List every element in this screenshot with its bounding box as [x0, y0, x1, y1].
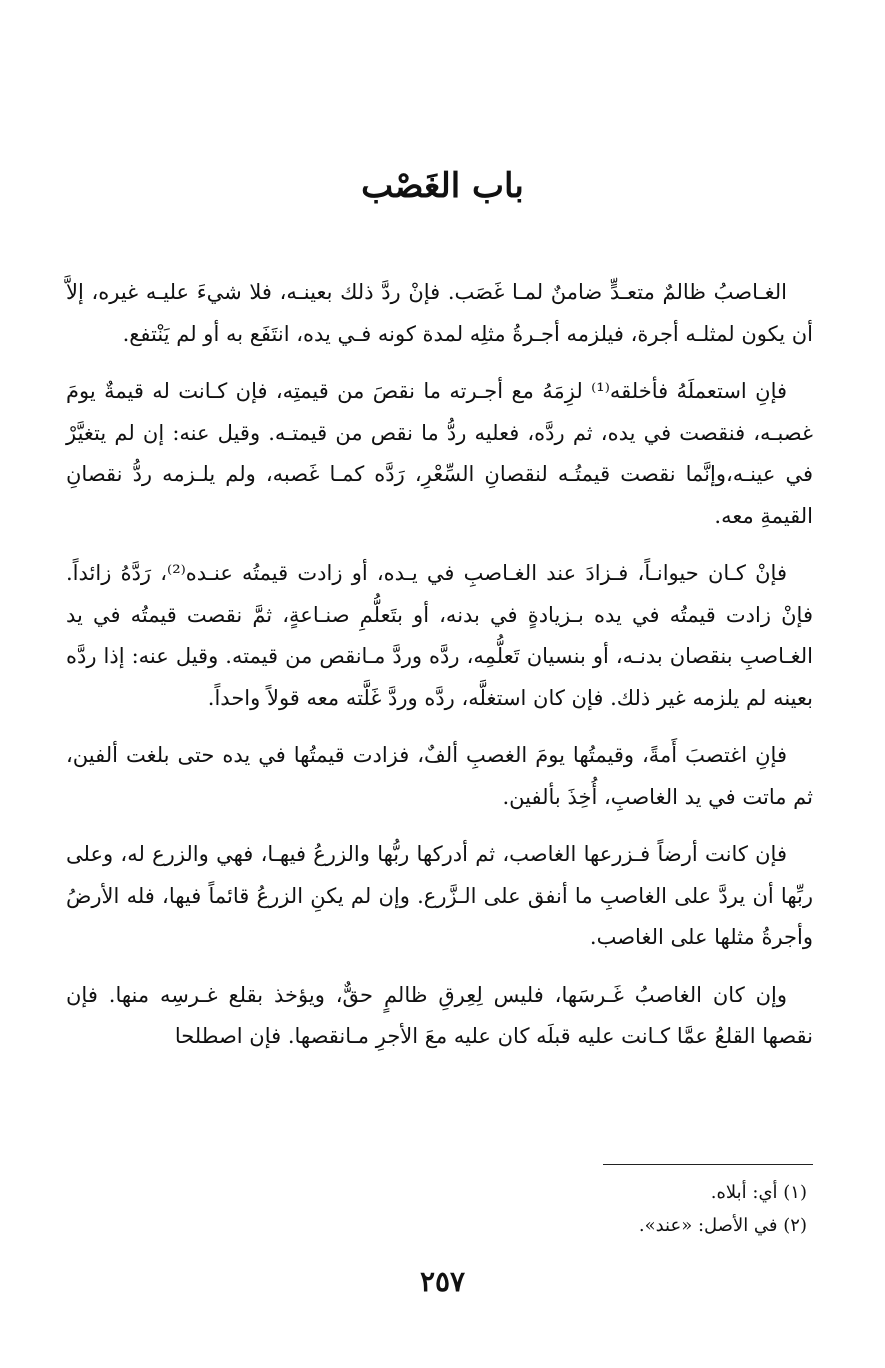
paragraph-3: فإنْ كـان حيوانـاً، فـزادَ عند الغـاصبِ في يـده، أو زادت قيمتُه عنـده⁽²⁾، رَدَّهُ زائداً. فإنْ زادت قيمتُه في يده بـزيادةٍ في بدنه، أو بتَعلُّمِ صنـاعةٍ، ثمَّ نقصت قيمتُه في يد الغـاصبِ بنقصان بدنـه، أو بنسيان تَعلُّمِه، ردَّه وردَّ مـانقص من قيمته. وقيل عنه: إذا ردَّه بعينه لم يلزمه غير ذلك. فإن كان استغلَّه، ردَّه وردَّ غَلَّته معه قولاً واحداً.: [66, 561, 813, 710]
paragraph-6: وإن كان الغاصبُ غَـرسَها، فليس لِعِرقِ ظالمٍ حقٌّ، ويؤخذ بقلع غـرسِه منها. فإن نقصها القلعُ عمَّا كـانت عليه قبلَه كان عليه معَ الأجرِ مـانقصها. فإن اصطلحا: [66, 982, 813, 1048]
main-text: [66, 272, 813, 1074]
page-number: ٢٥٧: [419, 1265, 466, 1298]
paragraph-2: فإنِ استعملَهُ فأخلقه⁽¹⁾ لزِمَهُ مع أجـرته ما نقصَ من قيمتِه، فإن كـانت له قيمةٌ يومَ غصبـه، فنقصت في يده، ثم ردَّه، فعليه ردُّ ما نقص من قيمتـه. وقيل عنه: إن لم يتغيَّرْ في عينـه،وإنَّما نقصت قيمتُـه لنقصانِ السِّعْرِ، رَدَّه كمـا غَصبه، ولم يلـزمه ردُّ نقصانِ القيمةِ معه.: [66, 379, 813, 528]
footnote-2: (٢) في الأصل: «عند».: [638, 1215, 807, 1236]
chapter-title: باب الغَصْب: [361, 166, 524, 206]
paragraph-5: فإن كانت أرضاً فـزرعها الغاصب، ثم أدركها ربُّها والزرعُ فيهـا، فهي والزرع له، وعلى ربِّها أن يردَّ على الغاصبِ ما أنفق على الـزَّرع. وإن لم يكنِ الزرعُ قائماً فيها، فله الأرضُ وأجرةُ مثلها على الغاصب.: [66, 842, 813, 949]
paragraph-4: فإنِ اغتصبَ أَمةً، وقيمتُها يومَ الغصبِ ألفٌ، فزادت قيمتُها في يده حتى بلغت ألفين، ثم ماتت في يد الغاصبِ، أُخِذَ بألفين.: [66, 743, 813, 809]
paragraph-1: الغـاصبُ ظالمٌ متعـدٍّ ضامنٌ لمـا غَصَب. فإنْ ردَّ ذلك بعينـه، فلا شيءَ عليـه غيره، إلاَّ أن يكون لمثلـه أجرة، فيلزمه أجـرةُ مثلِه لمدة كونه فـي يده، انتَفَع به أو لم يَنْتفع.: [66, 280, 813, 346]
footnotes: [307, 1176, 807, 1242]
footnote-divider: [603, 1164, 813, 1165]
footnote-1: (١) أي: أبلاه.: [710, 1182, 807, 1203]
